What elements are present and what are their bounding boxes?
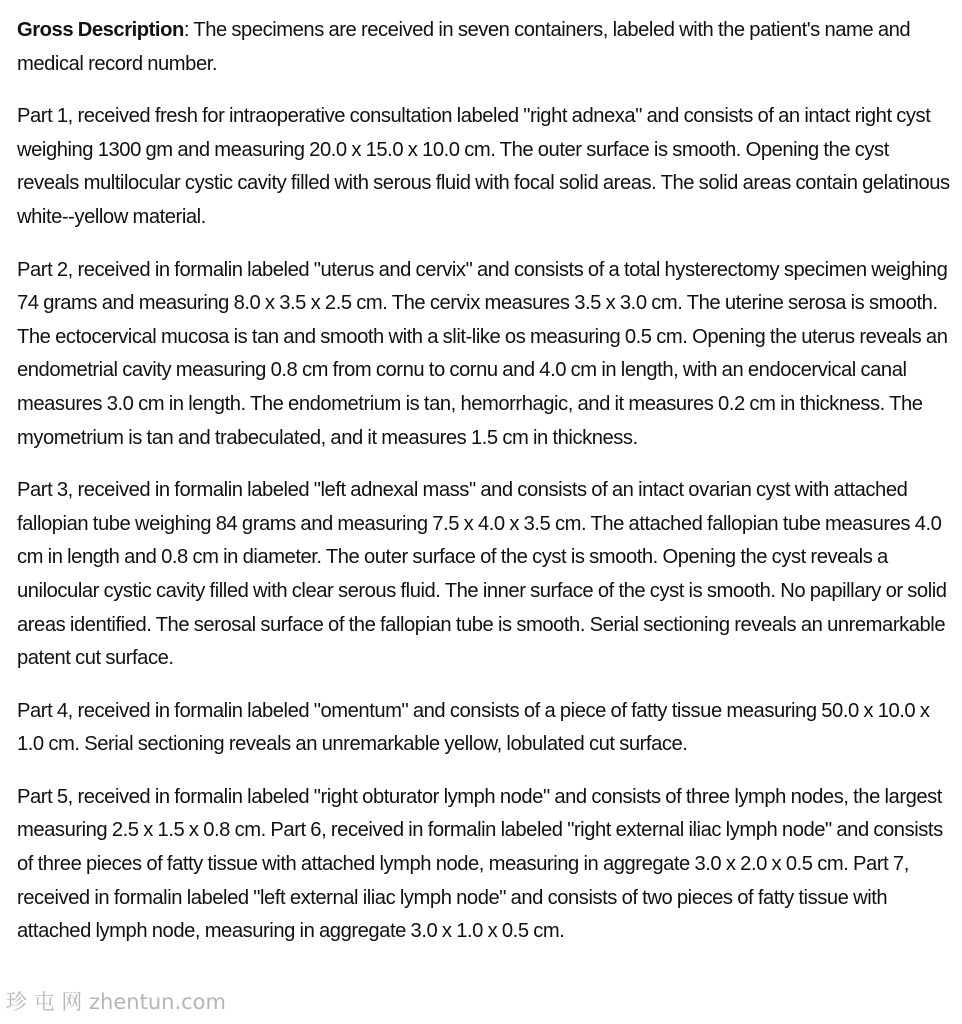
part-3-paragraph: Part 3, received in formalin labeled "left adnexal mass" and consists of an intact ovarian cyst with attached fallopian tube weighing 84 grams and measuring 7.5 x 4.0 x 3.5 cm. The attached fallopian tube measures 4.0 cm in length and 0.8 cm in diameter. The outer surface of the cyst is smooth. Opening the cyst reveals a unilocular cystic cavity filled with clear serous fluid. The inner surface of the cyst is smooth. No papillary or solid areas identified. The serosal surface of the fallopian tube is smooth. Serial sectioning reveals an unremarkable patent cut surface. [17,479,947,670]
gross-description-document [17,14,952,968]
gross-description-heading: Gross Description [17,19,184,41]
gross-description-intro [17,14,952,81]
part-2-paragraph: Part 2, received in formalin labeled "uterus and cervix" and consists of a total hysterectomy specimen weighing 74 grams and measuring 8.0 x 3.5 x 2.5 cm. The cervix measures 3.5 x 3.0 cm. The uterine serosa is smooth. The ectocervical mucosa is tan and smooth with a slit-like os measuring 0.5 cm. Opening the uterus reveals an endometrial cavity measuring 0.8 cm from cornu to cornu and 4.0 cm in length, with an endocervical canal measures 3.0 cm in length. The endometrium is tan, hemorrhagic, and it measures 0.2 cm in thickness. The myometrium is tan and trabeculated, and it measures 1.5 cm in thickness. [17,258,948,449]
parts-5-7-paragraph: Part 5, received in formalin labeled "right obturator lymph node" and consists of three lymph nodes, the largest measuring 2.5 x 1.5 x 0.8 cm. Part 6, received in formalin labeled "right external iliac lymph node" and consists of three pieces of fatty tissue with attached lymph node, measuring in aggregate 3.0 x 2.0 x 0.5 cm. Part 7, received in formalin labeled "left external iliac lymph node" and consists of two pieces of fatty tissue with attached lymph node, measuring in aggregate 3.0 x 1.0 x 0.5 cm. [17,785,943,943]
watermark: 珍 屯 网 zhentun.com [6,990,226,1014]
part-1-paragraph: Part 1, received fresh for intraoperative consultation labeled "right adnexa" and consists of an intact right cyst weighing 1300 gm and measuring 20.0 x 15.0 x 10.0 cm. The outer surface is smooth. Opening the cyst reveals multilocular cystic cavity filled with serous fluid with focal solid areas. The solid areas contain gelatinous white--yellow material. [17,105,950,228]
part-4-paragraph: Part 4, received in formalin labeled "omentum" and consists of a piece of fatty tissue measuring 50.0 x 10.0 x 1.0 cm. Serial sectioning reveals an unremarkable yellow, lobulated cut surface. [17,699,930,756]
gross-description-intro-text: : The specimens are received in seven containers, labeled with the patient's name and medical record number. [17,19,911,75]
